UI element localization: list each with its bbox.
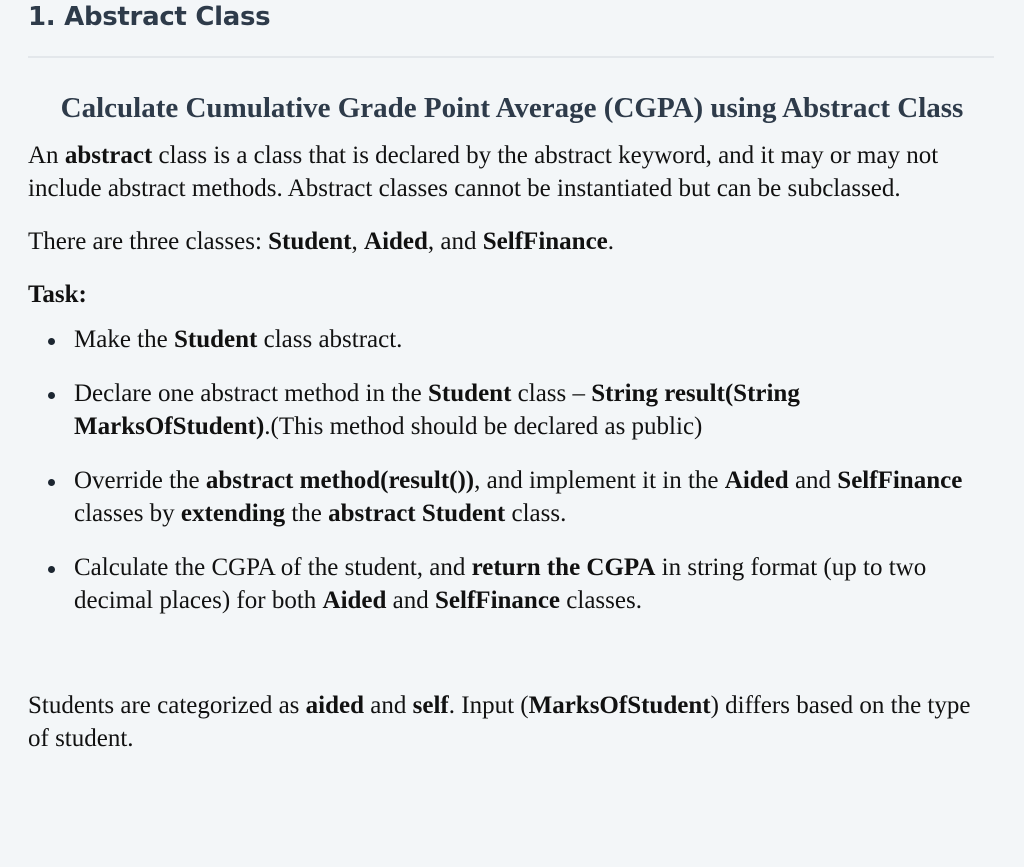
text-segment: Declare one abstract method in the [74, 380, 429, 407]
classes-paragraph [28, 225, 996, 258]
bold-segment: SelfFinance [482, 228, 608, 255]
bold-segment: Student [268, 228, 352, 255]
text-segment: class. [505, 500, 567, 527]
text-segment: , and implement it in the [474, 467, 725, 494]
text-segment: , and [427, 228, 483, 255]
task-list [28, 323, 996, 617]
bold-segment: MarksOfStudent [528, 692, 711, 719]
task-label: Task: [28, 281, 87, 308]
text-segment: and [386, 587, 436, 614]
text-segment: and [788, 467, 838, 494]
bold-segment: self [412, 692, 449, 719]
text-segment: Calculate the CGPA of the student, and [74, 554, 472, 581]
bold-segment: aided [305, 692, 365, 719]
text-segment: and [364, 692, 413, 719]
task-item [74, 377, 996, 443]
abstract-definition-paragraph [28, 139, 996, 205]
student-categories-paragraph [28, 689, 996, 755]
bold-segment: SelfFinance [837, 467, 963, 494]
bold-segment: SelfFinance [435, 587, 561, 614]
problem-heading: Calculate Cumulative Grade Point Average (CGPA) using Abstract Class [60, 92, 964, 124]
text-segment: , [351, 228, 365, 255]
text-segment: Override the [74, 467, 206, 494]
text-segment: . Input ( [448, 692, 529, 719]
section-title: 1. Abstract Class [28, 2, 271, 32]
bold-segment: Aided [724, 467, 789, 494]
text-segment: classes. [560, 587, 642, 614]
bold-segment: Aided [322, 587, 387, 614]
bold-segment: Student [428, 380, 512, 407]
bold-segment: Student [173, 326, 258, 353]
task-item [74, 323, 996, 356]
problem-description [28, 90, 996, 755]
task-item [74, 464, 996, 530]
text-segment: class – [511, 380, 592, 407]
text-segment: class is a class that is declared by the abstract keyword, and it may or may not include abstract methods. Abstract classes cannot be instantiated but can be subclassed. [28, 142, 939, 202]
text-segment: class abstract. [257, 326, 403, 353]
bold-segment: Aided [364, 228, 428, 255]
task-item [74, 551, 996, 617]
bold-segment: String result(String MarksOfStudent) [74, 380, 800, 440]
bold-segment: extending [180, 500, 286, 527]
text-segment: . [607, 228, 615, 255]
bold-segment: abstract [64, 142, 153, 169]
bold-segment: abstract Student [328, 500, 506, 527]
text-segment: .(This method should be declared as public) [264, 413, 703, 440]
text-segment: ) differs based on the type of student. [28, 692, 971, 752]
bold-segment: abstract method(result()) [205, 467, 475, 494]
text-segment: An [28, 142, 65, 169]
bold-segment: return the CGPA [471, 554, 656, 581]
text-segment: Make the [74, 326, 174, 353]
text-segment: There are three classes: [28, 228, 269, 255]
section-divider [28, 56, 994, 58]
text-segment: in string format (up to two decimal places) for both [74, 554, 927, 614]
text-segment: classes by [74, 500, 181, 527]
text-segment: the [285, 500, 329, 527]
text-segment: Students are categorized as [28, 692, 306, 719]
